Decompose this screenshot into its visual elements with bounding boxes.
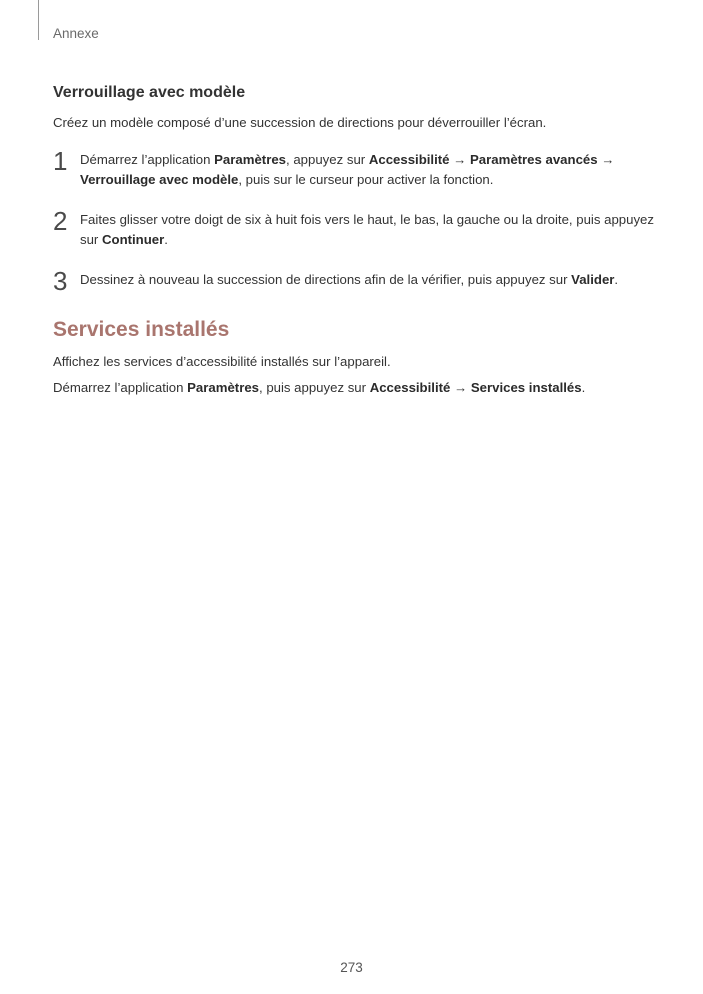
step-text: Dessinez à nouveau la succession de directions afin de la vérifier, puis appuyez sur Valider. [80, 272, 619, 287]
step-text: Faites glisser votre doigt de six à huit fois vers le haut, le bas, la gauche ou la droite, puis appuyez sur Continuer. [80, 212, 654, 247]
menu-term: Accessibilité [368, 152, 450, 167]
menu-term: Verrouillage avec modèle [80, 172, 239, 187]
header-label: Annexe [53, 26, 99, 41]
step-number: 2 [53, 206, 68, 236]
section-title-installed-services: Services installés [53, 318, 230, 341]
menu-term: Continuer [101, 232, 165, 247]
header-divider [38, 0, 39, 40]
menu-term: Valider [571, 272, 615, 287]
menu-term: Paramètres [214, 152, 286, 167]
step-number: 3 [53, 266, 68, 296]
section-intro: Affichez les services d’accessibilité installés sur l’appareil. [53, 354, 391, 369]
step-number: 1 [53, 146, 68, 176]
menu-term: Services installés [470, 380, 582, 395]
page-number: 273 [340, 960, 363, 975]
menu-term: Paramètres avancés [470, 152, 598, 167]
menu-term: Paramètres [187, 380, 259, 395]
section-title-pattern-lock: Verrouillage avec modèle [53, 84, 246, 101]
step-text: Démarrez l’application Paramètres, appuyez sur Accessibilité → Paramètres avancés → Verrouillage avec modèle, puis sur le curseur pour activer la fonction. [80, 152, 615, 187]
section-intro: Créez un modèle composé d’une succession de directions pour déverrouiller l’écran. [53, 115, 547, 130]
section-instruction: Démarrez l’application Paramètres, puis appuyez sur Accessibilité → Services installés. [53, 380, 586, 395]
menu-term: Accessibilité [369, 380, 451, 395]
